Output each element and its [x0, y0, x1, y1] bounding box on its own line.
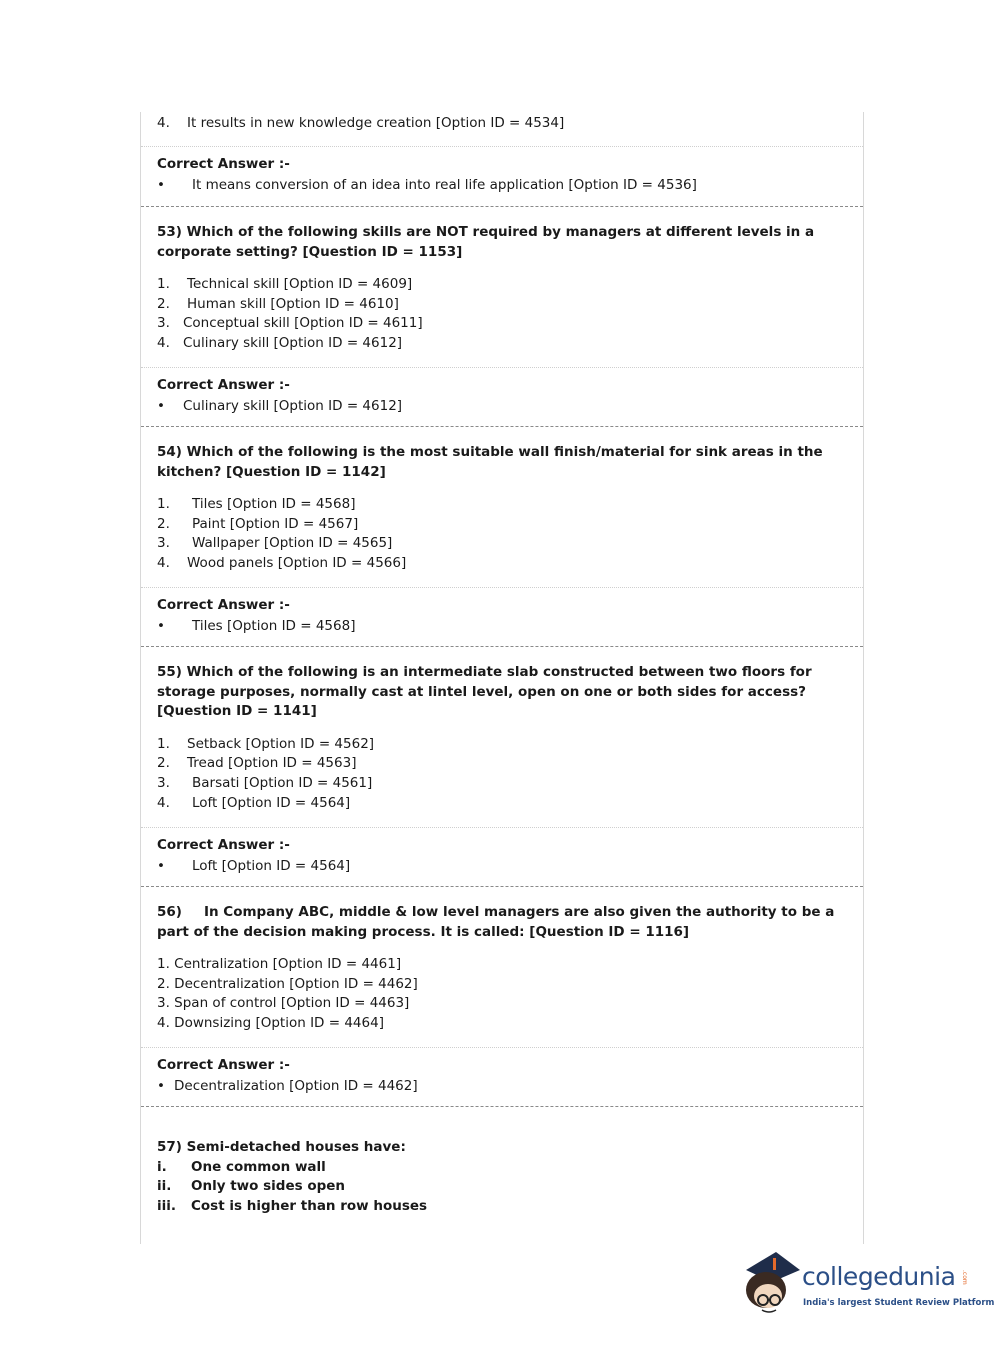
option-item: 4. It results in new knowledge creation [Option ID = 4534]	[157, 115, 565, 131]
option-item: 3. Barsati [Option ID = 4561]	[157, 774, 373, 791]
correct-answer-title: Correct Answer :-	[157, 837, 290, 853]
q55-correct-answer	[141, 835, 863, 877]
statement-item: iii. Cost is higher than row houses	[157, 1197, 428, 1214]
option-item: 1. Setback [Option ID = 4562]	[157, 735, 375, 752]
logo-wordmark: collegedunia	[802, 1262, 956, 1291]
option-item: 1. Tiles [Option ID = 4568]	[157, 496, 356, 513]
question-55	[141, 663, 863, 813]
prev-question-options	[141, 114, 863, 134]
option-item: 4. Culinary skill [Option ID = 4612]	[157, 334, 403, 351]
option-item: 3. Conceptual skill [Option ID = 4611]	[157, 315, 423, 332]
question-text: 54) Which of the following is the most suitable wall finish/material for sink areas in the kitchen? [Question ID = 1142]	[157, 444, 823, 480]
options-list	[157, 735, 847, 813]
question-text: 55) Which of the following is an intermediate slab constructed between two floors for storage purposes, normally cast at lintel level, open on one or both sides for access? [Question ID = 1141]	[157, 664, 812, 720]
option-item: 2. Paint [Option ID = 4567]	[157, 515, 359, 532]
divider	[141, 827, 863, 828]
question-54	[141, 443, 863, 574]
question-separator	[141, 646, 863, 647]
option-item: 2. Human skill [Option ID = 4610]	[157, 295, 399, 312]
statement-item: i. One common wall	[157, 1158, 326, 1175]
correct-answer-title: Correct Answer :-	[157, 1057, 290, 1073]
option-item: 4. Wood panels [Option ID = 4566]	[157, 554, 407, 571]
question-separator	[141, 206, 863, 207]
question-text: 56) In Company ABC, middle & low level managers are also given the authority to be a part of the decision making process. It is called: [Question ID = 1116]	[157, 904, 835, 940]
question-53	[141, 223, 863, 354]
statement-item: ii. Only two sides open	[157, 1178, 346, 1195]
correct-answer-title: Correct Answer :-	[157, 377, 290, 393]
options-list	[157, 275, 847, 353]
correct-answer-item: • Tiles [Option ID = 4568]	[157, 618, 356, 634]
option-item: 3. Span of control [Option ID = 4463]	[157, 995, 410, 1012]
logo-suffix: .com	[961, 1270, 968, 1285]
divider	[141, 367, 863, 368]
question-separator	[141, 426, 863, 427]
option-item: 1. Technical skill [Option ID = 4609]	[157, 276, 413, 293]
question-separator	[141, 1106, 863, 1107]
option-item: 3. Wallpaper [Option ID = 4565]	[157, 535, 393, 552]
question-57	[141, 1138, 863, 1216]
option-item: 1. Centralization [Option ID = 4461]	[157, 956, 402, 973]
correct-answer-item: • It means conversion of an idea into real life application [Option ID = 4536]	[157, 177, 697, 193]
correct-answer-title: Correct Answer :-	[157, 156, 290, 172]
collegedunia-logo	[742, 1248, 995, 1322]
options-list	[157, 955, 847, 1033]
q54-correct-answer	[141, 595, 863, 637]
mascot-icon	[742, 1248, 804, 1322]
option-item: 2. Decentralization [Option ID = 4462]	[157, 975, 418, 992]
option-item: 4. Loft [Option ID = 4564]	[157, 794, 351, 811]
option-item: 4. Downsizing [Option ID = 4464]	[157, 1014, 384, 1031]
question-text: 57) Semi-detached houses have:	[157, 1139, 406, 1155]
divider	[141, 146, 863, 147]
option-item: 2. Tread [Option ID = 4563]	[157, 755, 357, 772]
q53-correct-answer	[141, 375, 863, 417]
question-separator	[141, 886, 863, 887]
q56-correct-answer	[141, 1055, 863, 1097]
correct-answer-item: • Decentralization [Option ID = 4462]	[157, 1078, 418, 1094]
divider	[141, 587, 863, 588]
question-paper-page	[140, 112, 864, 1244]
question-56	[141, 903, 863, 1034]
options-list	[157, 495, 847, 573]
prev-correct-answer	[141, 154, 863, 196]
question-text: 53) Which of the following skills are NOT required by managers at different levels in a corporate setting? [Question ID = 1153]	[157, 224, 815, 260]
logo-tagline: India's largest Student Review Platform	[803, 1298, 995, 1308]
correct-answer-item: • Loft [Option ID = 4564]	[157, 858, 351, 874]
correct-answer-title: Correct Answer :-	[157, 597, 290, 613]
divider	[141, 1047, 863, 1048]
correct-answer-item: • Culinary skill [Option ID = 4612]	[157, 398, 403, 414]
